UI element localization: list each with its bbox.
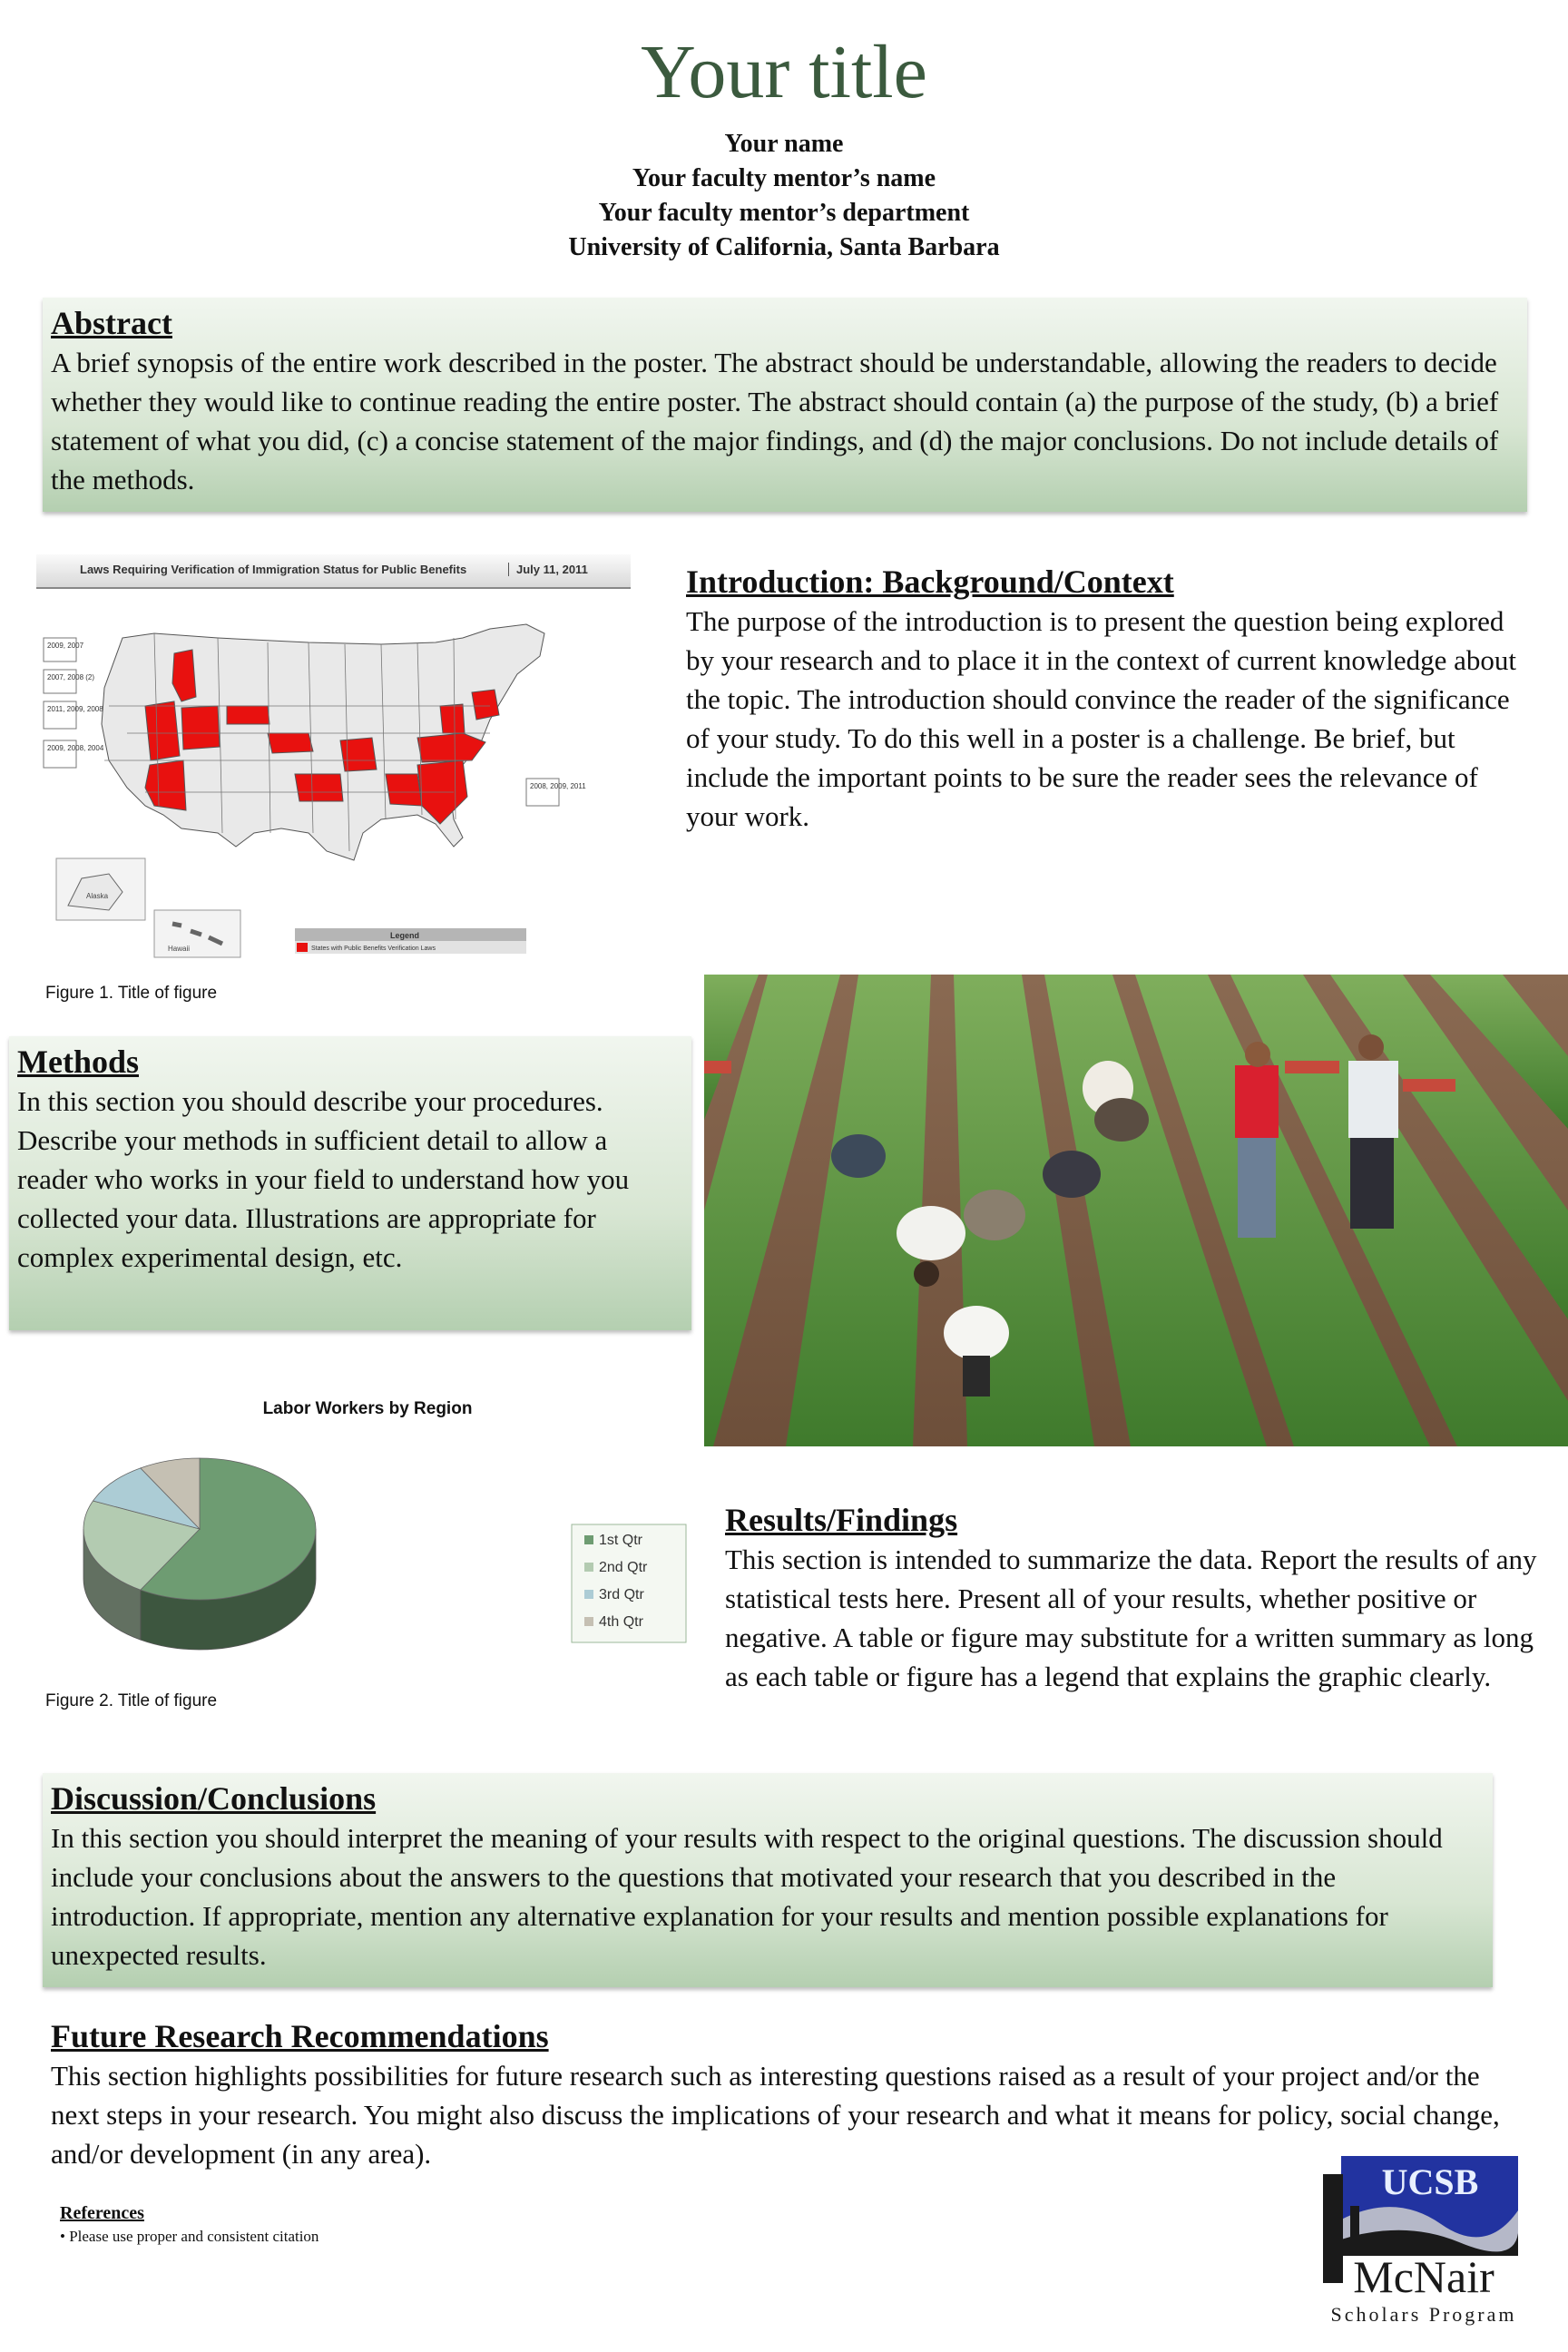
legend-swatch-2nd-qtr <box>584 1563 593 1572</box>
introduction-body: The purpose of the introduction is to present the question being explored by your research and to place it in the context of current knowledge about the topic. The introduction should convince the reader of the significance of your study. To do this well in a poster is a challenge. Be brief, but include the important points to be sure the reader sees the relevance of your work. <box>686 605 1517 832</box>
legend-label-3rd-qtr: 3rd Qtr <box>599 1587 644 1602</box>
map-legend-title: Legend <box>390 931 420 940</box>
chart-title: Labor Workers by Region <box>262 1399 473 1418</box>
map-date: July 11, 2011 <box>508 563 588 576</box>
legend-label-2nd-qtr: 2nd Qtr <box>599 1560 648 1575</box>
figure1-caption: Figure 1. Title of figure <box>45 984 218 1003</box>
pie-chart-svg <box>36 1434 699 1733</box>
references-item: • Please use proper and consistent citation <box>60 2228 319 2245</box>
discussion-body: In this section you should interpret the meaning of your results with respect to the original questions. The discussion should include your conclusions about the answers to the questions that motivated your research that you described in the introduction. If appropriate, mention any alternative explanation for your results and mention possible explanations for unexpected results. <box>51 1822 1443 1971</box>
callout-1: 2009, 2007 <box>47 642 84 650</box>
callout-4: 2009, 2008, 2004 <box>47 744 104 752</box>
ucsb-text: UCSB <box>1381 2161 1479 2202</box>
future-section <box>51 2016 1503 2173</box>
mentor-name: Your faculty mentor’s name <box>632 164 936 192</box>
references-heading: References <box>60 2203 144 2223</box>
figure2-chart <box>36 1388 699 1769</box>
callout-5: 2008, 2009, 2011 <box>530 782 586 790</box>
farmworkers-photo <box>704 975 1568 1446</box>
abstract-body: A brief synopsis of the entire work described in the poster. The abstract should be understandable, allowing the readers to decide whether they would like to continue reading the entire poster. The abstract should contain (a) the purpose of the study, (b) a brief statement of what you did, (c) a concise statement of the major findings, and (d) the major conclusions. Do not include details of the methods. <box>51 347 1499 495</box>
methods-heading: Methods <box>17 1044 139 1080</box>
mentor-department: Your faculty mentor’s department <box>598 199 970 227</box>
introduction-heading: Introduction: Background/Context <box>686 564 1174 600</box>
discussion-heading: Discussion/Conclusions <box>51 1780 377 1817</box>
results-section <box>725 1500 1542 1696</box>
figure2-caption: Figure 2. Title of figure <box>45 1691 218 1710</box>
author-name: Your name <box>724 130 844 158</box>
discussion-section <box>43 1773 1493 1987</box>
callout-2: 2007, 2008 (2) <box>47 673 95 681</box>
university: University of California, Santa Barbara <box>568 233 1000 261</box>
methods-body: In this section you should describe your procedures. Describe your methods in sufficient detail to allow a reader who works in your field to understand how you collected your data. Illustrations are appropriate for complex experimental design, etc. <box>17 1085 630 1273</box>
hawaii-label: Hawaii <box>168 945 191 953</box>
legend-label-4th-qtr: 4th Qtr <box>599 1614 643 1630</box>
map-title: Laws Requiring Verification of Immigration Status for Public Benefits <box>80 563 467 576</box>
callout-3: 2011, 2009, 2008 <box>47 705 103 713</box>
legend-label-1st-qtr: 1st Qtr <box>599 1533 643 1548</box>
legend-swatch-1st-qtr <box>584 1535 593 1544</box>
us-map-svg <box>36 588 635 962</box>
results-body: This section is intended to summarize the data. Report the results of any statistical tests here. Present all of your results, whether positive or negative. A table or figure may substitute for a written summary as long as each table or figure has a legend that explains the graphic clearly. <box>725 1544 1537 1692</box>
poster-title: Your title <box>641 30 927 114</box>
legend-swatch-4th-qtr <box>584 1617 593 1626</box>
mcnair-text: McNair <box>1353 2251 1494 2302</box>
future-body: This section highlights possibilities for future research such as interesting questions raised as a result of your project and/or the next steps in your research. You might also discuss the implications of your research and what it means for policy, social change, and/or development (in any area). <box>51 2060 1500 2170</box>
results-heading: Results/Findings <box>725 1502 958 1538</box>
scholars-program-text: Scholars Program <box>1330 2303 1517 2326</box>
abstract-heading: Abstract <box>51 305 172 341</box>
map-legend-label: States with Public Benefits Verification Laws <box>311 946 436 952</box>
future-heading: Future Research Recommendations <box>51 2018 549 2054</box>
figure1-map <box>36 552 635 962</box>
mcnair-logo <box>1323 2156 1524 2352</box>
introduction-section <box>686 562 1530 836</box>
field-illustration <box>704 975 1568 1446</box>
methods-section <box>9 1036 691 1330</box>
legend-swatch-3rd-qtr <box>584 1590 593 1599</box>
references-section <box>60 2203 318 2246</box>
map-title-bar <box>36 554 631 589</box>
abstract-section <box>43 298 1527 512</box>
alaska-label: Alaska <box>86 892 109 900</box>
